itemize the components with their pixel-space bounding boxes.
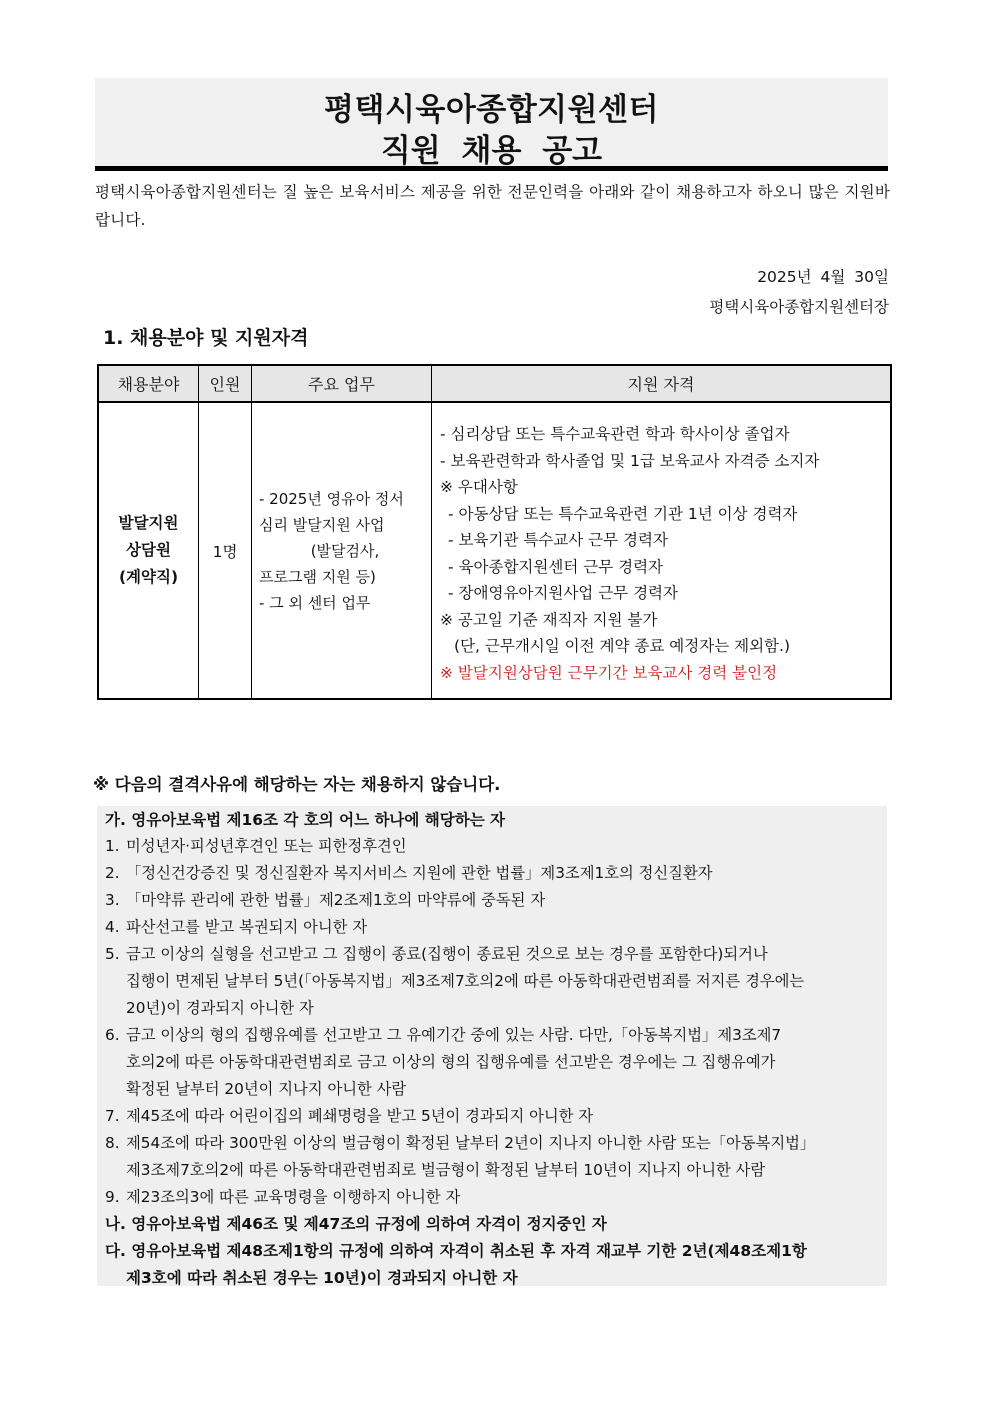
item-number: 4. (105, 918, 120, 936)
list-item (105, 833, 880, 860)
title-box (95, 78, 888, 171)
item-text: 호의2에 따른 아동학대관련범죄로 금고 이상의 형의 집행유예를 선고받은 경우에는 그 집행유예가 (126, 1053, 776, 1071)
intro-paragraph: 평택시육아종합지원센터는 질 높은 보육서비스 제공을 위한 전문인력을 아래와 같이 채용하고자 하오니 많은 지원바랍니다. (95, 183, 890, 229)
heading-da-line: 다. 영유아보육법 제48조제1항의 규정에 의하여 자격이 취소된 후 자격 재교부 기한 2년(제48조제1항 (105, 1242, 807, 1260)
section1-title: 1. 채용분야 및 지원자격 (103, 327, 309, 349)
duty-line: 프로그램 지원 등) (259, 567, 376, 586)
item-text: 제54조에 따라 300만원 이상의 벌금형이 확정된 날부터 2년이 지나지 아니한 사람 또는「아동복지법」 (126, 1134, 816, 1152)
notice-date: 2025년 4월 30일 (757, 268, 889, 286)
table-header-row (98, 365, 891, 402)
list-item (105, 941, 880, 1022)
list-item (105, 1184, 880, 1211)
list-item (105, 1022, 880, 1103)
cell-qualification (432, 402, 892, 699)
qualification-warning: ※ 발달지원상담원 근무기간 보육교사 경력 불인정 (440, 663, 778, 682)
qualification-line: - 장애영유아지원사업 근무 경력자 (448, 584, 678, 602)
heading-na: 나. 영유아보육법 제46조 및 제47조의 규정에 의하여 자격이 정지중인 자 (105, 1215, 607, 1233)
recruitment-table (97, 364, 892, 700)
heading-ga: 가. 영유아보육법 제16조 각 호의 어느 하나에 해당하는 자 (105, 811, 506, 829)
item-text: 제3조제7호의2에 따른 아동학대관련범죄로 벌금형이 확정된 날부터 10년이 지나지 아니한 사람 (126, 1161, 766, 1179)
item-number: 7. (105, 1107, 120, 1125)
list-item (105, 860, 880, 887)
table-row (98, 402, 891, 699)
qualification-line: - 아동상담 또는 특수교육관련 기관 1년 이상 경력자 (448, 504, 798, 523)
qualification-line: - 보육기관 특수교사 근무 경력자 (448, 531, 668, 549)
item-text: 20년)이 경과되지 아니한 자 (126, 999, 314, 1017)
item-text: 파산선고를 받고 복권되지 아니한 자 (126, 918, 368, 936)
field-line: 발달지원 (118, 514, 179, 532)
section2-title: ※ 다음의 결격사유에 해당하는 자는 채용하지 않습니다. (93, 775, 501, 794)
item-number: 5. (105, 945, 120, 963)
cell-duty (252, 402, 432, 699)
page-subtitle: 직원 채용 공고 (380, 133, 603, 169)
cell-count: 1명 (199, 402, 252, 699)
item-number: 3. (105, 891, 120, 909)
item-number: 2. (105, 864, 120, 882)
item-number: 9. (105, 1188, 120, 1206)
qualification-line: - 보육관련학과 학사졸업 및 1급 보육교사 자격증 소지자 (440, 451, 820, 470)
header-duty: 주요 업무 (252, 365, 432, 402)
item-number: 1. (105, 837, 120, 855)
notice-issuer: 평택시육아종합지원센터장 (709, 298, 889, 316)
duty-line: - 2025년 영유아 정서 (259, 489, 404, 508)
list-item (105, 1130, 880, 1184)
qualification-line: ※ 공고일 기준 재직자 지원 불가 (440, 610, 658, 629)
item-number: 6. (105, 1026, 120, 1044)
item-text: 「정신건강증진 및 정신질환자 복지서비스 지원에 관한 법률」제3조제1호의 정신질환자 (126, 864, 713, 882)
qualification-line: - 심리상담 또는 특수교육관련 학과 학사이상 졸업자 (440, 425, 790, 443)
list-item (105, 1103, 880, 1130)
item-text: 제23조의3에 따른 교육명령을 이행하지 아니한 자 (126, 1188, 461, 1206)
qualification-line: ※ 우대사항 (440, 478, 518, 496)
heading-da-line: 제3호에 따라 취소된 경우는 10년)이 경과되지 아니한 자 (126, 1269, 518, 1287)
item-text: 제45조에 따라 어린이집의 폐쇄명령을 받고 5년이 경과되지 아니한 자 (126, 1107, 594, 1125)
disqualification-box (97, 806, 887, 1286)
item-text: 「마약류 관리에 관한 법률」제2조제1호의 마약류에 중독된 자 (126, 891, 546, 909)
header-field: 채용분야 (98, 365, 199, 402)
duty-line: 심리 발달지원 사업 (259, 515, 385, 534)
item-number: 8. (105, 1134, 120, 1152)
item-text: 미성년자·피성년후견인 또는 피한정후견인 (126, 837, 407, 855)
duty-line: - 그 외 센터 업무 (259, 593, 371, 612)
duty-line: (발달검사, (310, 541, 380, 560)
item-text: 금고 이상의 형의 집행유예를 선고받고 그 유예기간 중에 있는 사람. 다만,「아동복지법」제3조제7 (126, 1026, 782, 1044)
item-text: 집행이 면제된 날부터 5년(「아동복지법」제3조제7호의2에 따른 아동학대관련범죄를 저지른 경우에는 (126, 972, 805, 990)
header-count: 인원 (199, 365, 252, 402)
qualification-line: (단, 근무개시일 이전 계약 종료 예정자는 제외함.) (454, 637, 790, 655)
list-item (105, 887, 880, 914)
list-item (105, 914, 880, 941)
field-line: 상담원 (126, 541, 171, 559)
item-text: 확정된 날부터 20년이 지나지 아니한 사람 (126, 1080, 407, 1098)
cell-field (98, 402, 199, 699)
item-text: 금고 이상의 실형을 선고받고 그 집행이 종료(집행이 종료된 것으로 보는 경우를 포함한다)되거나 (126, 945, 768, 963)
page-title: 평택시육아종합지원센터 (324, 92, 659, 128)
field-line: (계약직) (118, 568, 179, 586)
heading-da (105, 1238, 807, 1292)
header-qualification: 지원 자격 (432, 365, 892, 402)
qualification-line: - 육아종합지원센터 근무 경력자 (448, 557, 664, 576)
